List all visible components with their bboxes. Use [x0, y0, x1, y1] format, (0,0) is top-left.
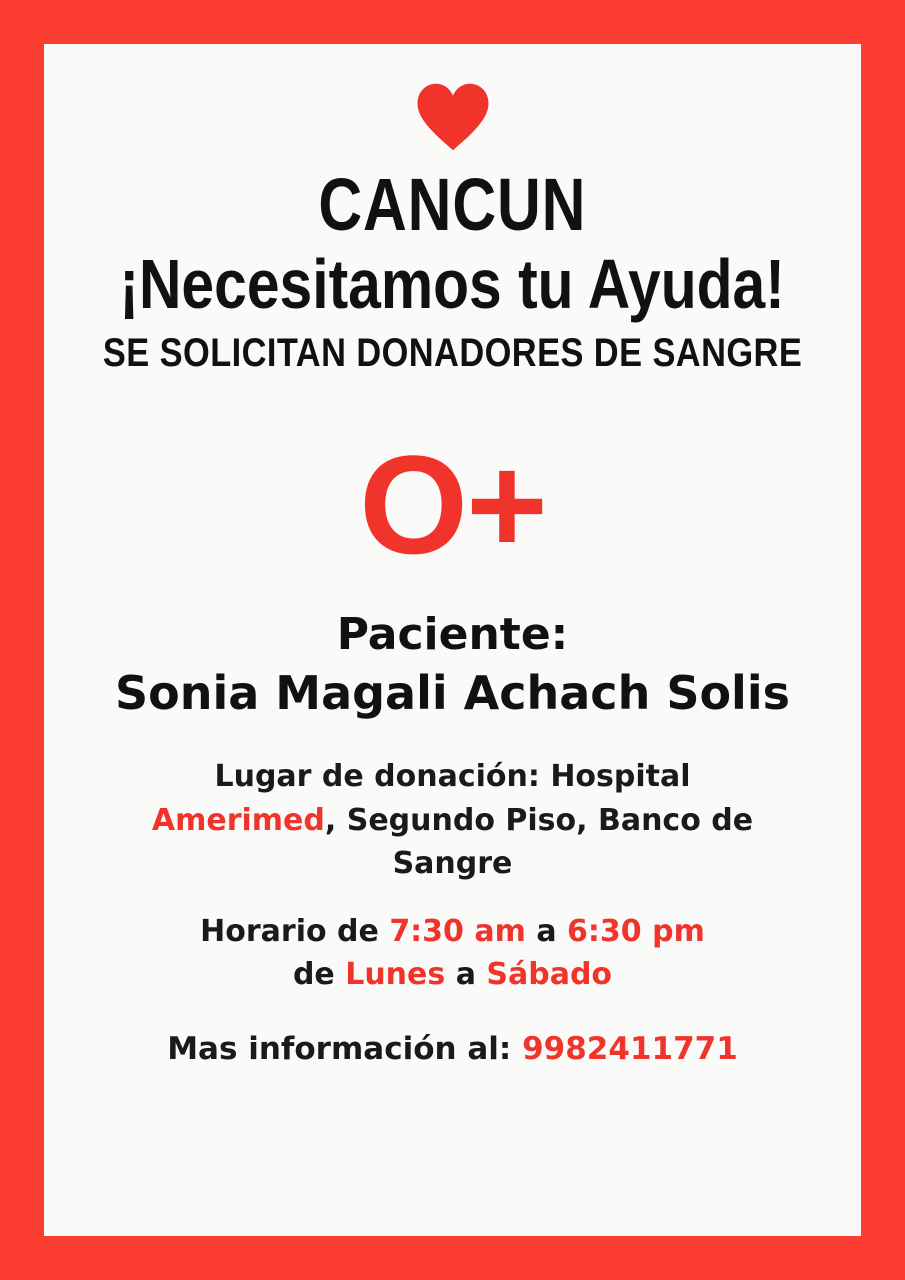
poster-card [44, 44, 861, 1236]
blood-type-badge: O+ [359, 426, 546, 584]
donation-location [143, 755, 763, 886]
donation-location-prefix: Lugar de donación: Hospital [214, 759, 691, 795]
schedule-end-time: 6:30 pm [567, 913, 705, 949]
schedule-day-start: Lunes [345, 957, 446, 993]
patient-name: Sonia Magali Achach Solis [115, 665, 790, 720]
donation-location-suffix: , Segundo Piso, Banco de [324, 802, 754, 838]
schedule-days-middle: a [445, 957, 487, 993]
schedule [143, 910, 763, 997]
contact-phone[interactable]: 9982411771 [522, 1030, 738, 1067]
hospital-name: Amerimed [151, 802, 325, 838]
schedule-start-time: 7:30 am [389, 913, 526, 949]
page-tagline: SE SOLICITAN DONADORES DE SANGRE [102, 331, 803, 376]
contact-label: Mas información al: [167, 1030, 523, 1067]
contact-info [167, 1031, 738, 1067]
schedule-middle: a [525, 913, 568, 949]
page-title: CANCUN [318, 163, 587, 246]
patient-label: Paciente: [336, 609, 569, 661]
heart-icon [416, 82, 490, 152]
page-subtitle: ¡Necesitamos tu Ayuda! [119, 244, 786, 323]
schedule-prefix: Horario de [200, 913, 390, 949]
donation-location-line3: Sangre [392, 846, 513, 882]
schedule-days-prefix: de [292, 957, 346, 993]
schedule-day-end: Sábado [486, 957, 613, 993]
